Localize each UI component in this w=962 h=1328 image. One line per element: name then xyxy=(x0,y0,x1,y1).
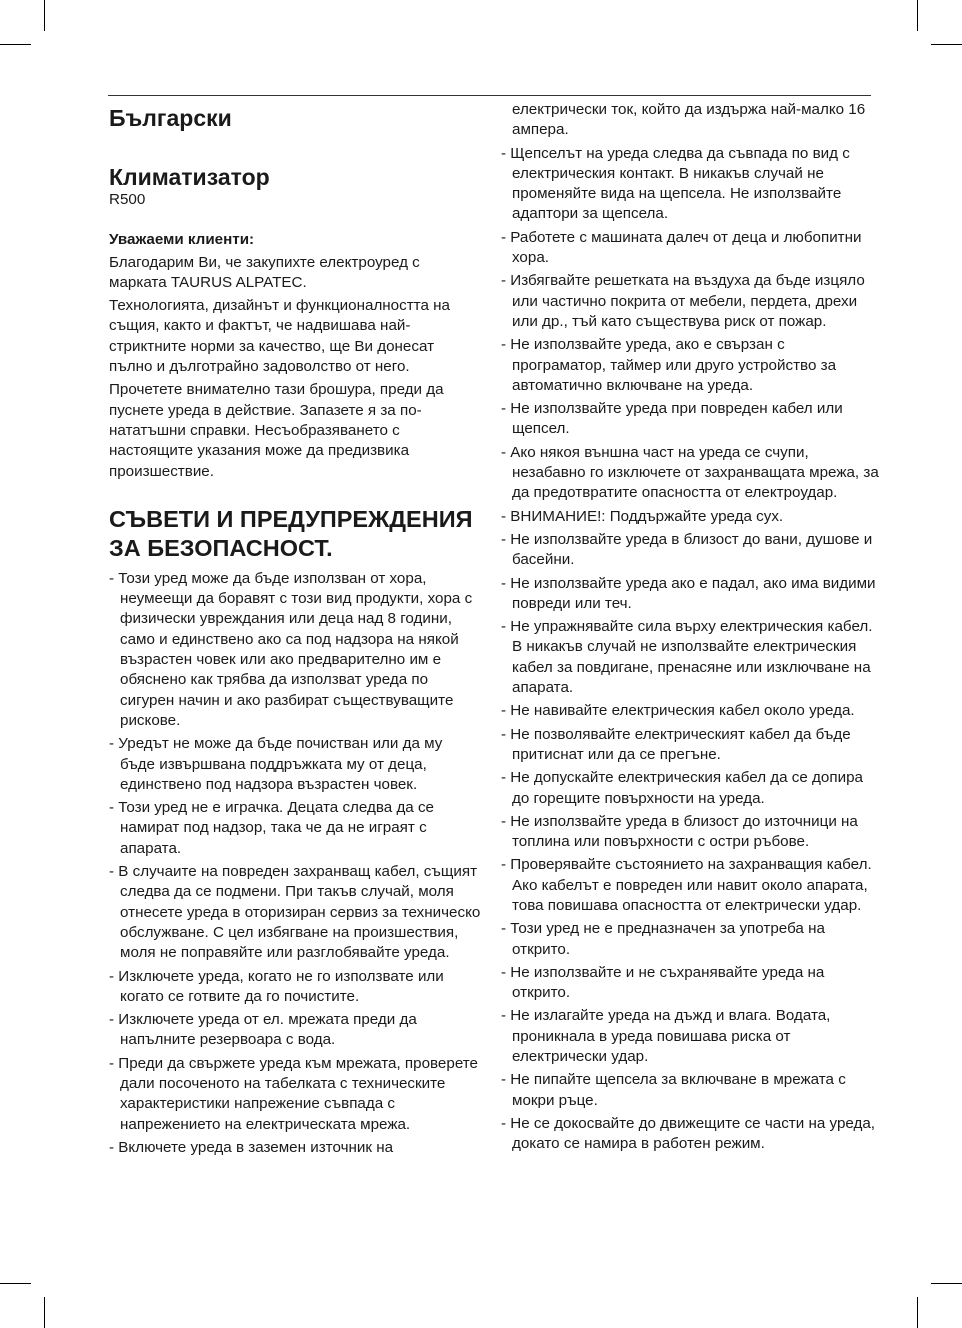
list-item: - ВНИМАНИЕ!: Поддържайте уреда сух. xyxy=(501,507,784,525)
list-item: - Не излагайте уреда на дъжд и влага. Водата, проникнала в уреда повишава риска от електрически удар. xyxy=(501,1007,831,1066)
safety-heading: СЪВЕТИ И ПРЕДУПРЕЖДЕНИЯ ЗА БЕЗОПАСНОСТ. xyxy=(109,505,473,562)
list-item: - Този уред може да бъде използван от хора, неумеещи да боравят с този вид продукти, хора с физически увреждания или деца над 8 години, само и единствено ако са под надзора на някой възрастен човек или ако предварително им е обяснено как трябва да използват уреда по сигурен начин и ако разбират съществуващите рискове. xyxy=(109,569,473,729)
crop-mark xyxy=(931,1283,962,1284)
list-item: - Не упражнявайте сила върху електрическия кабел. В никакъв случай не използвайте електрическия кабел за повдигане, пренасяне или изключване на апарата. xyxy=(501,618,873,697)
list-item: - Проверявайте състоянието на захранващия кабел. Ако кабелът е повреден или навит около апарата, това повишава опасността от електрически удар. xyxy=(501,856,872,914)
list-item: - Щепселът на уреда следва да съвпада по вид с електрическия контакт. В никакъв случай не променяйте вида на щепсела. Не използвайте адаптори за щепсела. xyxy=(501,144,850,223)
safety-list-left xyxy=(109,569,481,1158)
crop-mark xyxy=(931,44,962,45)
list-item: - Не използвайте уреда в близост до вани, душове и басейни. xyxy=(501,530,873,569)
list-item: - В случаите на повреден захранващ кабел, същият следва да се подмени. При такъв случай, моля отнесете уреда в оторизиран сервиз за техническо обслужване. С цел избягване на произшествия, моля не поправяйте или разглобявайте уреда. xyxy=(109,863,481,962)
crop-mark xyxy=(917,0,918,31)
list-item: - Изключете уреда от ел. мрежата преди да напълните резервоара с вода. xyxy=(109,1011,417,1049)
list-item: - Преди да свържете уреда към мрежата, проверете дали посоченото на табелката с техническите характеристики напрежение съвпада с напрежението на електрическата мрежа. xyxy=(109,1054,478,1133)
list-item: - Не използвайте уреда при повреден кабел или щепсел. xyxy=(501,400,843,438)
list-item: - Този уред не е предназначен за употреба на открито. xyxy=(501,920,825,958)
list-item: - Не използвайте уреда, ако е свързан с програматор, таймер или друго устройство за автоматично включване на уреда. xyxy=(501,336,837,394)
list-item: - Не се докосвайте до движещите се части на уреда, докато се намира в работен режим. xyxy=(501,1114,876,1153)
intro-paragraph: Прочетете внимателно тази брошура, преди да пуснете уреда в действие. Запазете я за по-нататъшни справки. Несъобразяването с настоящите указания може да предизвика произшествие. xyxy=(109,381,444,480)
crop-mark xyxy=(0,1283,31,1284)
list-item: - Не пипайте щепсела за включване в мрежата с мокри ръце. xyxy=(501,1071,846,1109)
top-rule xyxy=(108,95,871,96)
language-heading: Български xyxy=(109,105,232,131)
list-item: - Не използвайте уреда ако е падал, ако има видими повреди или теч. xyxy=(501,574,876,612)
product-title: Климатизатор xyxy=(109,164,270,190)
list-item: - Не използвайте уреда в близост до източници на топлина или повърхности с остри ръбове. xyxy=(501,812,858,851)
list-item: - Не допускайте електрическия кабел да се допира до горещите повърхности на уреда. xyxy=(501,769,863,807)
crop-mark xyxy=(44,1297,45,1328)
list-item: - Избягвайте решетката на въздуха да бъде изцяло или частично покрита от мебели, пердета, дрехи или др., тъй като съществува риск от пожар. xyxy=(501,272,865,330)
list-item: - Не използвайте и не съхранявайте уреда на открито. xyxy=(501,963,825,1002)
crop-mark xyxy=(0,44,31,45)
safety-list-right xyxy=(501,100,879,1155)
list-item: - Не позволявайте електрическият кабел да бъде притиснат или да се прегъне. xyxy=(501,725,851,763)
crop-mark xyxy=(917,1297,918,1328)
crop-mark xyxy=(44,0,45,31)
list-item: - Уредът не може да бъде почистван или да му бъде извършвана поддръжката му от деца, единствено под надзора възрастен човек. xyxy=(109,735,443,793)
left-column xyxy=(109,100,481,1161)
list-item: - Ако някоя външна част на уреда се счупи, незабавно го изключете от захранващата мрежа, за да предотвратите опасността от електроудар. xyxy=(501,443,879,502)
model-number: R500 xyxy=(109,191,146,208)
intro-paragraph: Благодарим Ви, че закупихте електроуред с марката TAURUS ALPATEC. xyxy=(109,253,420,291)
list-item-continuation: електрически ток, който да издържа най-малко 16 ампера. xyxy=(512,101,866,139)
list-item: - Работете с машината далеч от деца и любопитни хора. xyxy=(501,228,862,267)
greeting: Уважаеми клиенти: xyxy=(109,231,255,249)
intro-paragraph: Технологията, дизайнът и функционалността на същия, както и фактът, че надвишава най-стриктните норми за качество, ще Ви донесат пълно и дълготрайно задоволство от него. xyxy=(109,297,450,376)
list-item: - Не навивайте електрическия кабел около уреда. xyxy=(501,702,855,720)
list-item: - Включете уреда в заземен източник на xyxy=(109,1138,394,1156)
list-item: - Изключете уреда, когато не го използвате или когато се готвите да го почистите. xyxy=(109,967,444,1005)
right-column xyxy=(501,100,879,1158)
list-item: - Този уред не е играчка. Децата следва да се намират под надзор, така че да не играят с апарата. xyxy=(109,799,435,857)
